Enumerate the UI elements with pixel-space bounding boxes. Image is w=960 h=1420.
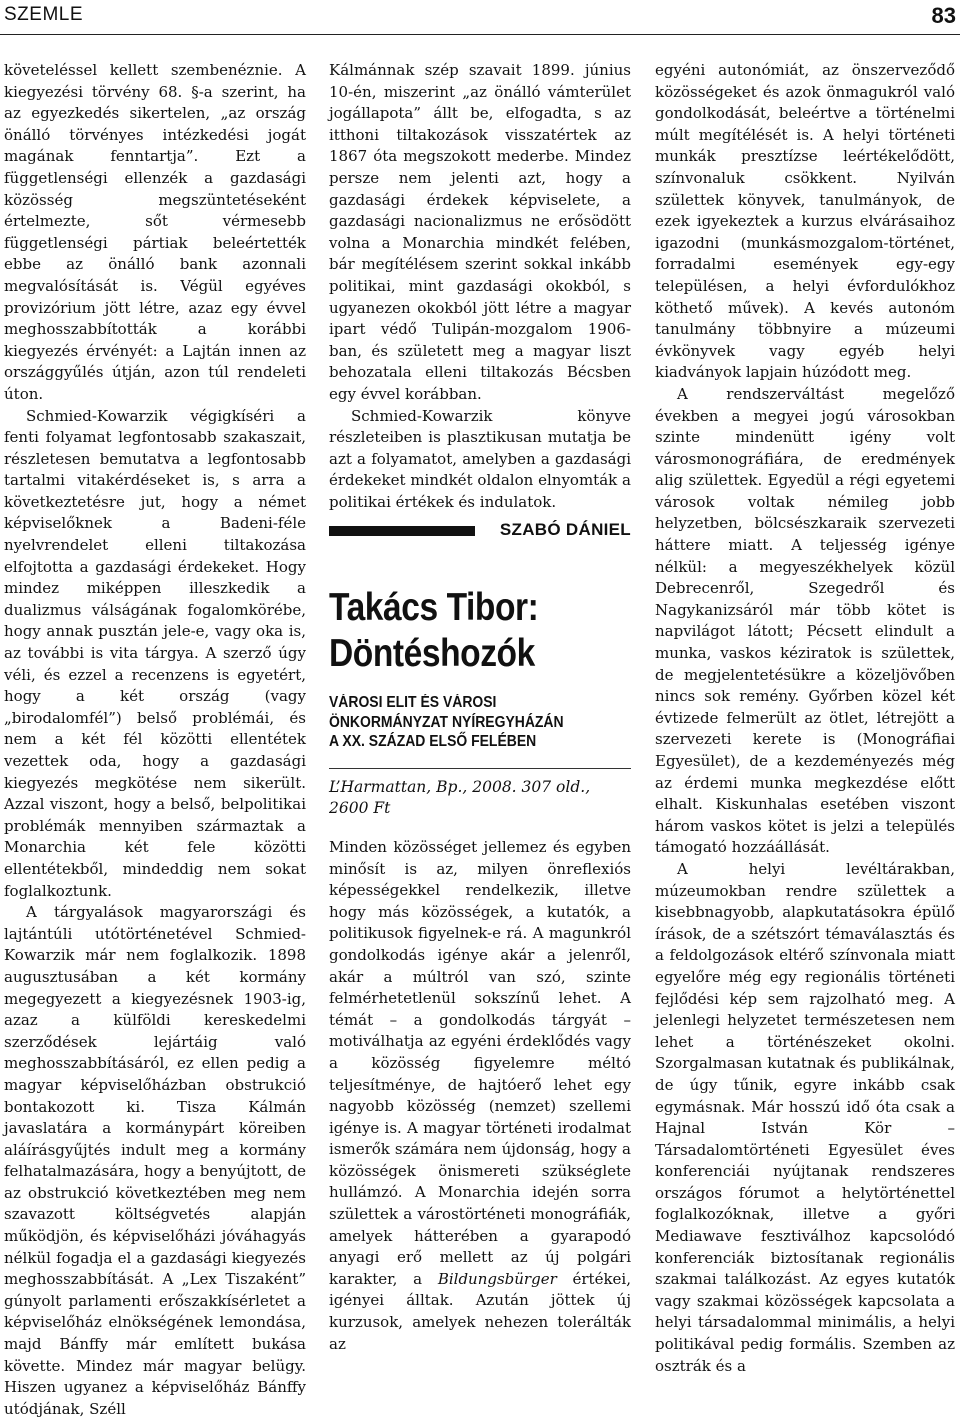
paragraph: Schmied-Kowarzik könyve részleteiben is plasztikusan mutatja be azt a folyamatot, amelyben a gazdasági érdekeket mindkét oldalon elnyomták a politikai értékek és indulatok. [329, 406, 631, 511]
section-title: SZEMLE [4, 4, 84, 25]
paragraph: A helyi levéltárakban, múzeumokban rendre születtek a kisebbnagyobb, alapkutatásokra épülő írások, de a szétszórt témaválasztás és a feldolgozások eltérő színvonala miatt egyelőre még egy regionális történeti fejlődési kép sem rajzolható meg. A jelenlegi helyzetet természetesen nem lehet a történészeket okolni. Szorgalmasan kutatnak és publikálnak, de úgy tűnik, egyre inkább csak egymásnak. Már hosszú idő óta csak a Hajnal István Kör – Társadalomtörténeti Egyesület éves konferenciái nyújtanak rendszeres országos fórumot a helytörténettel foglalkozóknak, illetve a győri Mediawave fesztiválhoz kapcsolódó konferenciák biztosítanak regionális szakmai találkozást. Az egyes kutatók vagy szakmai közösségek kapcsolata a helyi társadalommal minimális, a helyi politikával pedig formális. Szemben az osztrák és a [655, 859, 955, 1375]
publication-line: 2600 Ft [329, 798, 391, 817]
text-column-1 [4, 60, 306, 1420]
paragraph: Kálmánnak szép szavait 1899. június 10-én, miszerint „az önálló vámterület jogállapota” állt be, elfogadta, s az itthoni tiltakozások visszatértek az 1867 óta megszokott mederbe. Mindez persze nem jelenti azt, hogy a gazdasági érdekek képviselete, a gazdasági nacionalizmus ne erősödött volna a Monarchia mindkét felében, bár megítélésem szerint sokkal inkább politikai, mint gazdasági okokból, s ugyanezen okokból jött létre a magyar ipart védő Tulipán-mozgalom 1906-ban, és született meg a magyar liszt behozatala elleni tiltakozás Bécsben egy évvel korábban. [329, 61, 631, 403]
publication-line: L’Harmattan, Bp., 2008. 307 old., [329, 777, 591, 796]
book-title-line: Takács Tibor: [329, 586, 539, 630]
book-title-line: Döntéshozók [329, 632, 535, 676]
book-title [329, 585, 630, 677]
divider [329, 768, 631, 769]
paragraph-text: Minden közösséget jellemez és egyben minősít is az, milyen önreflexiós képességekkel rendelkezik, illetve hogy más közösségek, a kutatók, a politikusok figyelnek-e rá. A magunkról gondolkodás igénye akár a jelenről, akár a múltról van szó, szinte felmérhetetlenül sokszínű lehet. A témát – a gondolkodás tárgyát – motiválhatja az egyéni érdeklődés vagy a közösség figyelemre méltó teljesítménye, de hajtóerő lehet egy nagyobb közösség (nemzet) szellemi igénye is. A magyar történeti irodalmat ismerők számára nem újdonság, hogy a közösségek önismereti szükséglete hullámzó. A Monarchia idején sorra születtek a várostörténeti monográfiák, amelyek hátterében a gyarapodó anyagi erő mellett az új polgári karakter, a [329, 837, 631, 1288]
page-number: 83 [931, 3, 956, 28]
paragraph: A tárgyalások magyarországi és lajtántúli utótörténetével Schmied-Kowarzik már nem foglalkozik. 1898 augusztusában a két kormány megegyezett a kiegyezésnek 1903-ig, azaz a külföldi kereskedelmi szerződések lejártáig való meghosszabbításáról, ez ellen pedig a magyar képviselőházban obstrukció bontakozott ki. Tisza Kálmán javaslatára a kormánypárt köreiben aláírásgyűjtés indult meg a kormány felhatalmazására, hogy a benyújtott, de az obstrukció következtében meg nem szavazott költségvetés alapján működjön, és képviselőházi jóváhagyás nélkül fogadja el a gazdasági kiegyezés meghosszabbítását. A „Lex Tiszaként” gúnyolt parlamenti erőszakkísérletet a képviselőház elnökségének lemondása, majd Bánffy már említett bukása követte. Mindez már magyar belügy. Hiszen ugyanez a képviselőház Bánffy utódjának, Széll [4, 903, 306, 1418]
paragraph [329, 837, 631, 1355]
paragraph: egyéni autonómiát, az önszerveződő közösségeket és azok önmagukról való gondolkodását, beleértve a történelmi múlt megítélését is. A helyi történeti munkák presztízse leértékelődött, színvonaluk csökkent. Nyilván születtek könyvek, tanulmányok, de ezek igyekeztek a kurzus elvárásaihoz igazodni (munkásmozgalom-történet, forradalmi események egy-egy településen, a helyi évfordulókhoz köthető művek). A kevés autonóm tanulmány többnyire a múzeumi évkönyvek vagy egyéb helyi kiadványok lapjain húzódott meg. [655, 61, 955, 382]
publication-info [329, 777, 631, 819]
book-subtitle [329, 693, 631, 752]
book-subtitle-line: A XX. SZÁZAD ELSŐ FELÉBEN [329, 733, 537, 751]
paragraph: A rendszerváltást megelőző években a megyei jogú városokban szinte mindenütt igény volt városmonográfiára, de eredmények alig születtek. Egyedül a régi egyetemi városok voltak némileg jobb helyzetben, bölcsészkaraik szervezeti háttere miatt. A teljesség igénye nélkül: a megyeszékhelyek közül Debrecenről, Szegedről és Nagykanizsáról már több kötet is napvilágot látott; Pécsett elindult a munka, vaskos kéziratok is születtek, de megjelentetésükre a közeljövőben nincs sok remény. Győrben közel két évtizede felmerült az ötlet, létrejött a szervezeti kerete is (Monográfiai Egyesület), de a kezdeményezés még az érdemi munka megkezdése előtt elhalt. Kiskunhalas esetében viszont három vaskos kötet is jelzi a település támogató hozzáállását. [655, 384, 955, 857]
book-subtitle-line: ÖNKORMÁNYZAT NYÍREGYHÁZÁN [329, 713, 564, 731]
text-column-2 [329, 60, 631, 1355]
reviewer-name: SZABÓ DÁNIEL [499, 520, 631, 540]
review-signature [329, 519, 631, 543]
page-header [0, 0, 960, 35]
text-column-3 [655, 60, 955, 1377]
paragraph-text: értékei, igényei álltak. Azután jöttek új kurzusok, amelyek nehezen tolerálták az [329, 1269, 631, 1353]
paragraph: követeléssel kellett szembenéznie. A kiegyezési törvény 68. §-a szerint, ha az egyezkedés sikertelen, „az ország önálló törvényes intézkedési jogát magának fenntartja”. Ezt a függetlenségi ellenzék a gazdasági közösség megszüntetéseként értelmezte, sőt vérmesebb függetlenségi pártiak beleértették ebbe az önálló bank azonnali megvalósítását is. Végül egyéves provizórium jött létre, azaz egy évvel meghosszabbították a korábbi kiegyezés érvényét: a Lajtán innen az országgyűlés útján, azon túl rendeleti úton. [4, 61, 306, 403]
book-subtitle-line: VÁROSI ELIT ÉS VÁROSI [329, 694, 497, 712]
italic-term: Bildungsbürger [437, 1269, 557, 1288]
paragraph: Schmied-Kowarzik végigkíséri a fenti folyamat legfontosabb szakaszait, részletesen bemutatva a legfontosabb tartalmi vitakérdéseket is, s arra a következtetésre jut, hogy a német képviselőknek a Badeni-féle nyelvrendelet elleni tiltakozása elfojtotta a gazdasági érdekeket. Hogy mindez miképpen illeszkedik a dualizmus válságának fogalomkörébe, hogy annak pusztán jele-e, vagy oka is, az további is vita tárgya. A szerző úgy véli, és ezzel a recenzens is egyetért, hogy a két ország (vagy „birodalomfél”) belső problémái, és nem a két fél közötti ellentétek vezettek oda, hogy a gazdasági kiegyezés megkötése nem sikerült. Azzal viszont, hogy a belső, belpolitikai problémák mennyiben származtak a Monarchia két fele közötti ellentétekből, mindeddig nem sokat foglalkoztunk. [4, 406, 306, 900]
signature-bar [329, 526, 475, 536]
